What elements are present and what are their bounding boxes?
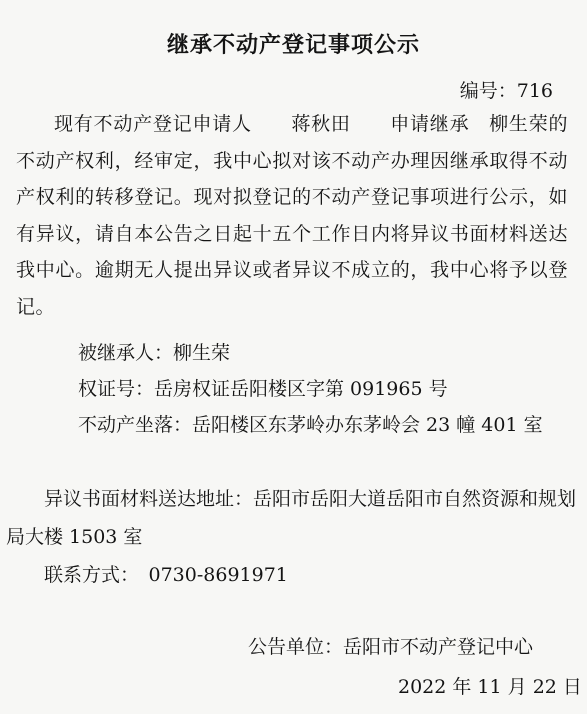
intro-paragraph: 现有不动产登记申请人 蒋秋田 申请继承 柳生荣的不动产权利，经审定，我中心拟对该不动产办理因继承取得不动产权利的转移登记。现对拟登记的不动产登记事项进行公示，如有异议，请自本公告之日起十五个工作日内将异议书面材料送达我中心。逾期无人提出异议或者异议不成立的，我中心将予以登记。 (16, 113, 568, 318)
certificate-line: 权证号：岳房权证岳阳楼区字第 091965 号 (78, 378, 448, 400)
date-line: 2022 年 11 月 22 日 (398, 676, 582, 698)
objection-address: 异议书面材料送达地址：岳阳市岳阳大道岳阳市自然资源和规划局大楼 1503 室 (6, 488, 577, 548)
decedent-line: 被继承人：柳生荣 (78, 342, 231, 364)
document-title: 继承不动产登记事项公示 (166, 33, 420, 58)
document-number: 编号：716 (459, 80, 553, 102)
issuer-line: 公告单位：岳阳市不动产登记中心 (248, 636, 534, 658)
location-line: 不动产坐落：岳阳楼区东茅岭办东茅岭会 23 幢 401 室 (78, 414, 543, 436)
contact-line: 联系方式： 0730-8691971 (44, 564, 288, 586)
